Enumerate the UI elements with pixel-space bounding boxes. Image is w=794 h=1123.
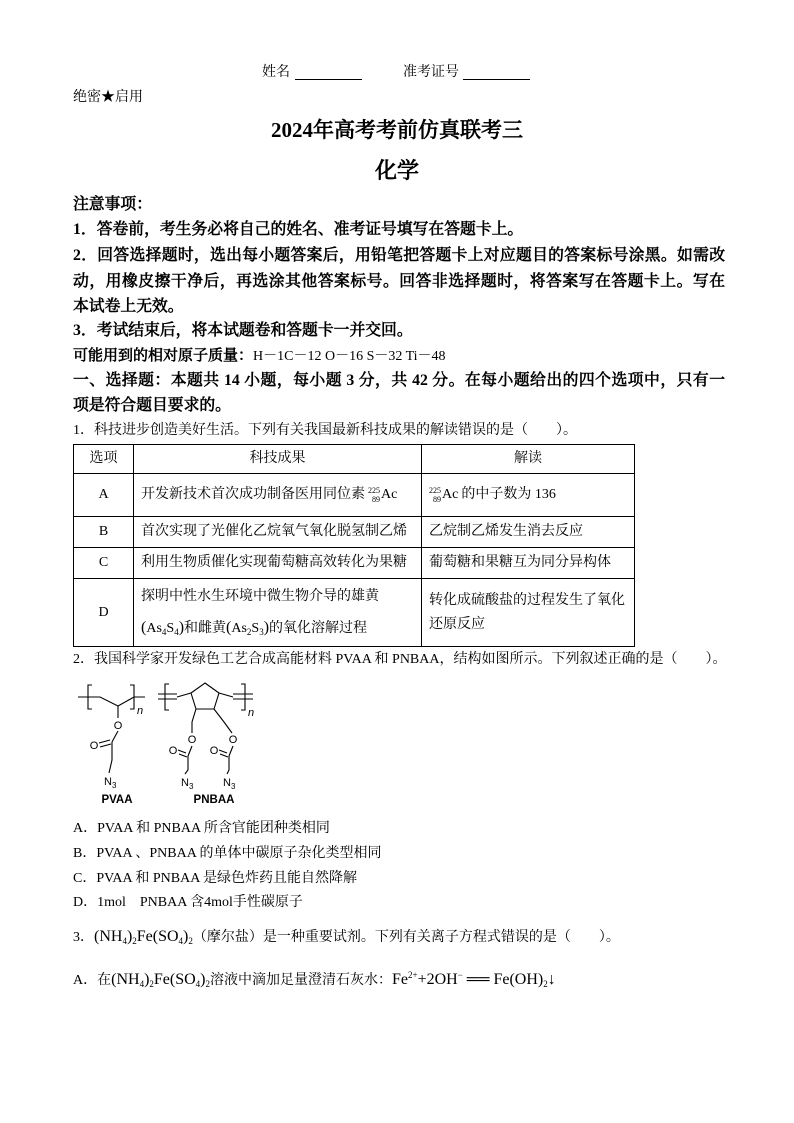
methylene-bond bbox=[227, 756, 229, 774]
ester-bond bbox=[188, 746, 192, 756]
precipitate-arrow: ↓ bbox=[547, 971, 556, 988]
ionic-equation: Fe bbox=[392, 971, 408, 988]
confidential-mark: 绝密★启用 bbox=[73, 90, 143, 105]
question-3-stem bbox=[73, 925, 620, 950]
exam-id-blank bbox=[463, 63, 530, 80]
question-2-option-b: B．PVAA 、PNBAA 的单体中碳原子杂化类型相同 bbox=[73, 846, 382, 861]
mohr-salt-formula: (NH bbox=[111, 971, 140, 988]
formula-part: ) bbox=[183, 928, 189, 945]
orpiment-formula-part: As bbox=[231, 621, 247, 636]
question-2-stem: 2．我国科学家开发绿色工艺合成高能材料 PVAA 和 PNBAA，结构如图所示。下列叙述正确的是（ ）。 bbox=[73, 652, 727, 667]
oxygen-atom: O bbox=[168, 745, 178, 757]
formula-part: ) bbox=[126, 928, 133, 945]
interpretation-line: 还原反应 bbox=[429, 616, 485, 632]
interpretation-text: 的中子数为 136 bbox=[461, 487, 556, 502]
formula-sub: 4 bbox=[195, 979, 201, 989]
formula-part: Fe(SO bbox=[153, 971, 196, 988]
option-prefix: A．在 bbox=[73, 973, 112, 988]
orpiment-formula-part: ) bbox=[263, 619, 270, 636]
realgar-formula: ( bbox=[141, 619, 147, 636]
repeat-unit-n: n bbox=[248, 707, 255, 719]
azide-subscript: 3 bbox=[111, 781, 117, 790]
formula-part: ) bbox=[144, 971, 150, 988]
isotope-notation bbox=[368, 485, 397, 505]
carbonyl-double-bond bbox=[100, 744, 111, 747]
notice-item-2-line: 动，用橡皮擦干净后，再选涂其他答案标号。回答非选择题时，将答案写在答题卡上。写在 bbox=[73, 272, 725, 290]
azide-subscript: 3 bbox=[188, 782, 194, 791]
interpretation-cell: 葡萄糖和果糖互为同分异构体 bbox=[422, 548, 635, 579]
azide-group bbox=[223, 777, 236, 791]
formula-sub: 4 bbox=[178, 936, 184, 946]
subject-title: 化学 bbox=[374, 158, 419, 183]
notice-item-2-line: 2．回答选择题时，选出每小题答案后，用铅笔把答题卡上对应题目的答案标号涂黑。如需改 bbox=[73, 247, 725, 264]
table-header-interpretation: 解读 bbox=[422, 445, 635, 474]
formula-sub: 2 bbox=[188, 936, 193, 946]
interpretation-cell: 乙烷制乙烯发生消去反应 bbox=[422, 517, 635, 548]
notice-heading: 注意事项： bbox=[73, 196, 152, 213]
achievement-text: 开发新技术首次成功制备医用同位素 bbox=[141, 487, 365, 502]
realgar-formula-part: S bbox=[166, 621, 175, 636]
question-1-table bbox=[73, 444, 635, 647]
option-letter: D bbox=[74, 579, 134, 647]
azide-subscript: 3 bbox=[230, 782, 236, 791]
name-label: 姓名 bbox=[262, 65, 290, 80]
formula-sub: 4 bbox=[139, 979, 145, 989]
nitrogen-atom: N bbox=[223, 777, 231, 789]
polymer-structures-figure bbox=[73, 676, 268, 811]
notice-item-2 bbox=[73, 243, 725, 320]
carbonyl-double-bond bbox=[220, 754, 228, 757]
formula-sub: 2 bbox=[149, 979, 154, 989]
question-3-stem-text: （摩尔盐）是一种重要试剂。下列有关离子方程式错误的是（ ）。 bbox=[192, 930, 620, 945]
side-chain-bond bbox=[192, 709, 196, 733]
pnbaa-label: PNBAA bbox=[193, 794, 235, 806]
pvaa-label: PVAA bbox=[101, 794, 133, 806]
nitrogen-atom: N bbox=[104, 776, 112, 788]
question-2-option-c: C．PVAA 和 PNBAA 是绿色炸药且能自然降解 bbox=[73, 871, 358, 886]
equation-part: ══ Fe(OH) bbox=[462, 971, 544, 988]
achievement-middle: 和雌黄 bbox=[184, 621, 227, 636]
question-3-option-a bbox=[73, 968, 556, 993]
achievement-line: 探明中性水生环境中微生物介导的雄黄 bbox=[141, 589, 379, 604]
achievement-cell bbox=[134, 474, 422, 517]
polymer-bracket-right bbox=[241, 684, 245, 710]
notice-item-1: 1．答卷前，考生务必将自己的姓名、准考证号填写在答题卡上。 bbox=[73, 221, 524, 238]
formula-sub: 2 bbox=[132, 936, 137, 946]
orpiment-formula-sub: 2 bbox=[246, 627, 252, 637]
realgar-formula-part: As bbox=[146, 621, 162, 636]
atomic-number: 89 bbox=[433, 494, 441, 504]
mass-number: 225 bbox=[429, 485, 441, 495]
equation-sup: 2+ bbox=[408, 970, 418, 980]
pvaa-structure bbox=[78, 685, 145, 773]
element-symbol: Ac bbox=[381, 487, 398, 502]
oxygen-atom: O bbox=[89, 740, 99, 752]
table-row bbox=[74, 474, 635, 517]
oxygen-atom: O bbox=[113, 720, 123, 732]
oxygen-atom: O bbox=[209, 745, 219, 757]
formula-part: Fe(SO bbox=[136, 928, 179, 945]
azide-group bbox=[181, 777, 194, 791]
realgar-formula-sub: 4 bbox=[174, 627, 179, 637]
achievement-cell: 首次实现了光催化乙烷氧气氧化脱氢制乙烯 bbox=[134, 517, 422, 548]
ester-bond bbox=[229, 746, 233, 756]
formula-sub: 4 bbox=[122, 936, 127, 946]
achievement-tail: 的氧化溶解过程 bbox=[269, 621, 368, 636]
section-one-line: 项是符合题目要求的。 bbox=[73, 396, 231, 414]
notice-item-3: 3．考试结束后，将本试题卷和答题卡一并交回。 bbox=[73, 322, 413, 339]
achievement-line bbox=[141, 612, 414, 644]
equation-part: +2OH bbox=[417, 971, 458, 988]
cyclopentane-ring bbox=[191, 683, 219, 709]
notice-item-2-line: 本试卷上无效。 bbox=[73, 298, 184, 315]
exam-id-label: 准考证号 bbox=[403, 65, 459, 80]
equation-sup: − bbox=[457, 970, 463, 980]
side-chain-bond bbox=[214, 709, 232, 733]
interpretation-cell bbox=[422, 474, 635, 517]
repeat-unit-n: n bbox=[137, 705, 144, 717]
realgar-formula-part: ) bbox=[178, 619, 185, 636]
section-one-line: 一、选择题：本题共 14 小题，每小题 3 分，共 42 分。在每小题给出的四个选项中，只有一 bbox=[73, 372, 725, 389]
orpiment-formula-part: S bbox=[251, 621, 260, 636]
formula-part: ) bbox=[200, 971, 206, 988]
orpiment-formula: ( bbox=[226, 619, 232, 636]
option-letter: A bbox=[74, 474, 134, 517]
table-row bbox=[74, 579, 635, 647]
table-header-achievement: 科技成果 bbox=[134, 445, 422, 474]
achievement-cell: 利用生物质催化实现葡萄糖高效转化为果糖 bbox=[134, 548, 422, 579]
table-row bbox=[74, 548, 635, 579]
ring-bond bbox=[177, 693, 191, 697]
atomic-masses-label: 可能用到的相对原子质量： bbox=[73, 348, 254, 364]
formula-sub: 2 bbox=[205, 979, 210, 989]
option-letter: B bbox=[74, 517, 134, 548]
carbonyl-double-bond bbox=[179, 754, 187, 757]
interpretation-line: 转化成硫酸盐的过程发生了氧化 bbox=[429, 592, 625, 608]
carbonyl-double-bond bbox=[219, 750, 227, 753]
section-one-heading bbox=[73, 369, 725, 418]
ring-bond bbox=[219, 693, 233, 697]
atomic-masses-values: H－1C－12 O－16 S－32 Ti－48 bbox=[253, 349, 446, 364]
interpretation-cell bbox=[422, 579, 635, 647]
nitrogen-atom: N bbox=[181, 777, 189, 789]
atomic-masses bbox=[73, 346, 446, 367]
methylene-bond bbox=[109, 742, 112, 773]
table-row bbox=[74, 517, 635, 548]
question-1-stem: 1．科技进步创造美好生活。下列有关我国最新科技成果的解读错误的是（ ）。 bbox=[73, 423, 577, 438]
question-2-option-d: D．1mol PNBAA 含4mol手性碳原子 bbox=[73, 895, 303, 910]
polymer-bracket-left bbox=[165, 684, 169, 710]
equation-sub: 2 bbox=[543, 979, 548, 989]
question-number: 3． bbox=[73, 930, 94, 945]
carbonyl-double-bond bbox=[178, 750, 186, 753]
name-blank bbox=[295, 63, 362, 80]
atomic-number: 89 bbox=[372, 494, 380, 504]
pnbaa-structure bbox=[158, 683, 253, 774]
achievement-cell bbox=[134, 579, 422, 647]
oxygen-atom: O bbox=[228, 734, 238, 746]
question-2-option-a: A．PVAA 和 PNBAA 所含官能团种类相同 bbox=[73, 821, 330, 836]
mohr-salt-formula: (NH bbox=[94, 928, 123, 945]
oxygen-atom: O bbox=[187, 734, 197, 746]
option-letter: C bbox=[74, 548, 134, 579]
orpiment-formula-sub: 3 bbox=[259, 627, 264, 637]
element-symbol: Ac bbox=[442, 487, 459, 502]
ester-bond bbox=[112, 731, 118, 742]
realgar-formula-sub: 4 bbox=[161, 627, 167, 637]
table-header-option: 选项 bbox=[74, 445, 134, 474]
carbonyl-double-bond bbox=[99, 740, 110, 743]
exam-title: 2024年高考考前仿真联考三 bbox=[271, 118, 523, 142]
azide-group bbox=[104, 776, 117, 790]
methylene-bond bbox=[185, 756, 188, 774]
isotope-notation bbox=[429, 485, 458, 505]
mass-number: 225 bbox=[368, 485, 380, 495]
table-header-row bbox=[74, 445, 635, 474]
option-text: 溶液中滴加足量澄清石灰水： bbox=[210, 973, 392, 988]
